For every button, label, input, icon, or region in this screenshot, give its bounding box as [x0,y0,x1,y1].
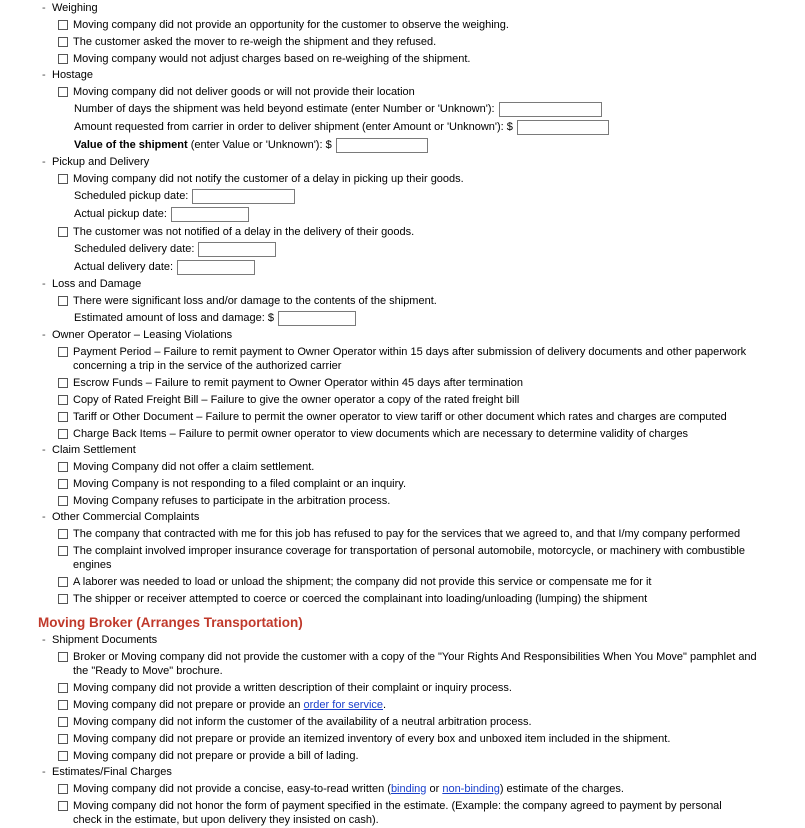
checkbox-input[interactable] [58,496,68,506]
group-loss-damage [38,276,805,327]
checkbox-label: Moving company did not honor the form of payment specified in the estimate. (Example: the company agreed to payment by personal check in the estimate, but upon delivery they insisted on cash). [73,799,722,826]
group-items-shipment-documents [38,648,805,764]
checkbox-label: Tariff or Other Document – Failure to permit the owner operator to view tariff or other document which rates and charges are computed [73,410,727,423]
checkbox-label: Moving company did not inform the customer of the availability of a neutral arbitration process. [73,715,532,728]
group-label-other-commercial: - Other Commercial Complaints [38,509,805,525]
checkbox-label: Moving company did not prepare or provide a bill of lading. [73,749,359,762]
checkbox-input[interactable] [58,462,68,472]
field-row-shipment-value [58,136,805,154]
checkbox-input[interactable] [58,801,68,811]
checkbox-row[interactable] [58,50,805,67]
checkbox-row[interactable] [58,679,805,696]
group-pickup-delivery [38,154,805,276]
non-binding-link[interactable]: non-binding [442,782,500,795]
field-label: Scheduled delivery date: [74,242,195,255]
group-label-claim-settlement: - Claim Settlement [38,442,805,458]
checkbox-row[interactable] [58,292,805,309]
group-items-claim-settlement [38,458,805,509]
checkbox-row[interactable] [58,16,805,33]
field-label: Scheduled pickup date: [74,189,189,202]
checkbox-input[interactable] [58,395,68,405]
checkbox-row[interactable] [58,343,805,374]
checkbox-row[interactable] [58,33,805,50]
checkbox-input[interactable] [58,683,68,693]
checkbox-label: Copy of Rated Freight Bill – Failure to give the owner operator a copy of the rated freight bill [73,393,520,406]
checkbox-input[interactable] [58,429,68,439]
checkbox-row[interactable] [58,475,805,492]
checkbox-input[interactable] [58,347,68,357]
label-text-pre: Moving company did not prepare or provide an [73,698,304,711]
checkbox-label [73,782,624,796]
checkbox-input[interactable] [58,378,68,388]
group-label-pickup-delivery: - Pickup and Delivery [38,154,805,170]
checkbox-label: Moving company did not deliver goods or will not provide their location [73,85,415,98]
checkbox-row[interactable] [58,170,805,187]
group-label-loss-damage: - Loss and Damage [38,276,805,292]
field-row-loss-amount [58,309,805,327]
group-items-hostage [38,83,805,154]
actual-delivery-date-input[interactable] [177,260,255,275]
checkbox-row[interactable] [58,492,805,509]
checkbox-row[interactable] [58,590,805,607]
checkbox-input[interactable] [58,296,68,306]
section-heading-moving-broker: Moving Broker (Arranges Transportation) [38,615,303,630]
field-label: Actual delivery date: [74,260,174,273]
group-label-weighing: - Weighing [38,0,805,16]
checkbox-input[interactable] [58,37,68,47]
checkbox-label: Moving Company refuses to participate in the arbitration process. [73,494,391,507]
checkbox-label: There were significant loss and/or damage to the contents of the shipment. [73,294,437,307]
field-label: Actual pickup date: [74,207,167,220]
checkbox-row[interactable] [58,408,805,425]
days-held-input[interactable] [499,102,602,117]
field-label-bold: Value of the shipment [74,138,188,151]
group-label-shipment-documents: - Shipment Documents [38,632,805,648]
checkbox-input[interactable] [58,594,68,604]
checkbox-label: Broker or Moving company did not provide the customer with a copy of the "Your Rights And Responsibilities When You Move" pamphlet and the "Ready to Move" brochure. [73,650,757,677]
group-label-hostage: - Hostage [38,67,805,83]
checkbox-input[interactable] [58,479,68,489]
checkbox-label: A laborer was needed to load or unload the shipment; the company did not provide this service or compensate me for it [73,575,652,588]
checkbox-row[interactable] [58,747,805,764]
label-text-mid: or [426,782,443,795]
label-text-post: . [383,698,387,711]
field-row-actual-delivery [58,258,805,276]
group-items-pickup-delivery [38,170,805,276]
checkbox-input[interactable] [58,652,68,662]
checkbox-label: Escrow Funds – Failure to remit payment to Owner Operator within 45 days after termination [73,376,523,389]
group-estimates-final-charges [38,764,805,828]
group-shipment-documents [38,632,805,764]
shipment-value-input[interactable] [336,138,428,153]
loss-amount-input[interactable] [278,311,356,326]
group-items-other-commercial [38,525,805,607]
checkbox-row[interactable] [58,391,805,408]
checkbox-row[interactable] [58,374,805,391]
group-weighing [38,0,805,67]
checkbox-input[interactable] [58,54,68,64]
group-hostage [38,67,805,154]
group-other-commercial [38,509,805,607]
checkbox-input[interactable] [58,20,68,30]
label-text-pre: Moving company did not provide a concise, easy-to-read written ( [73,782,391,795]
amount-requested-input[interactable] [517,120,609,135]
group-items-loss-damage [38,292,805,327]
group-items-owner-operator [38,343,805,442]
field-label: Amount requested from carrier in order to deliver shipment (enter Amount or 'Unknown'): $ [74,120,513,133]
checkbox-input[interactable] [58,700,68,710]
scheduled-delivery-date-input[interactable] [198,242,276,257]
checkbox-input[interactable] [58,751,68,761]
checkbox-label: Moving Company did not offer a claim settlement. [73,460,315,473]
checkbox-label: Moving company did not notify the customer of a delay in picking up their goods. [73,172,464,185]
scheduled-pickup-date-input[interactable] [192,189,295,204]
checkbox-label: The customer asked the mover to re-weigh the shipment and they refused. [73,35,437,48]
checkbox-row[interactable] [58,573,805,590]
group-items-weighing [38,16,805,67]
field-label: Estimated amount of loss and damage: $ [74,311,274,324]
checkbox-label: Moving company would not adjust charges based on re-weighing of the shipment. [73,52,471,65]
checkbox-input[interactable] [58,784,68,794]
checkbox-label: The shipper or receiver attempted to coerce or coerced the complainant into loading/unloading (lumping) the shipment [73,592,648,605]
group-claim-settlement [38,442,805,509]
actual-pickup-date-input[interactable] [171,207,249,222]
checkbox-input[interactable] [58,227,68,237]
binding-link[interactable]: binding [390,782,427,795]
checkbox-row[interactable] [58,648,805,679]
checkbox-input[interactable] [58,717,68,727]
field-label-suffix: (enter Value or 'Unknown'): $ [187,138,332,151]
checkbox-label: The complaint involved improper insurance coverage for transportation of personal automobile, motorcycle, or machinery with combustible engines [73,544,745,571]
field-label: Number of days the shipment was held beyond estimate (enter Number or 'Unknown'): [74,102,495,115]
section-moving-broker [38,615,805,828]
checkbox-label: Payment Period – Failure to remit payment to Owner Operator within 15 days after submission of delivery documents and other paperwork concerning a trip in the service of the authorized carrier [73,345,747,372]
checkbox-row[interactable] [58,730,805,747]
checkbox-label: Charge Back Items – Failure to permit owner operator to view documents which are necessary to determine validity of charges [73,427,689,440]
checkbox-row-order-for-service[interactable] [58,696,805,713]
checkbox-row[interactable] [58,797,805,828]
label-text-post: ) estimate of the charges. [499,782,624,795]
group-items-estimates-final-charges [38,780,805,828]
checkbox-row[interactable] [58,223,805,240]
checkbox-input[interactable] [58,577,68,587]
checkbox-label: Moving company did not provide an opportunity for the customer to observe the weighing. [73,18,509,31]
checkbox-row-estimate-links[interactable] [58,780,805,797]
checkbox-row[interactable] [58,458,805,475]
field-row-scheduled-pickup [58,187,805,205]
group-owner-operator [38,327,805,442]
checkbox-input[interactable] [58,529,68,539]
checkbox-row[interactable] [58,425,805,442]
checkbox-row[interactable] [58,525,805,542]
checkbox-label: The company that contracted with me for this job has refused to pay for the services that we agreed to, and that I/my company performed [73,527,741,540]
checkbox-row[interactable] [58,542,805,573]
checkbox-label: Moving Company is not responding to a filed complaint or an inquiry. [73,477,407,490]
checkbox-row[interactable] [58,713,805,730]
checkbox-input[interactable] [58,546,68,556]
checkbox-input[interactable] [58,412,68,422]
field-label [74,138,332,153]
checkbox-label: Moving company did not provide a written description of their complaint or inquiry process. [73,681,512,694]
checkbox-input[interactable] [58,734,68,744]
checkbox-row[interactable] [58,83,805,100]
field-row-scheduled-delivery [58,240,805,258]
checkbox-label [73,698,386,712]
group-label-owner-operator: - Owner Operator – Leasing Violations [38,327,805,343]
checkbox-input[interactable] [58,87,68,97]
group-label-estimates-final-charges: - Estimates/Final Charges [38,764,805,780]
checkbox-label: Moving company did not prepare or provide an itemized inventory of every box and unboxed item included in the shipment. [73,732,671,745]
field-row-days-held [58,100,805,118]
field-row-amount-requested [58,118,805,136]
field-row-actual-pickup [58,205,805,223]
order-for-service-link[interactable]: order for service [303,698,384,711]
checkbox-input[interactable] [58,174,68,184]
section-commercial [38,0,805,607]
checkbox-label: The customer was not notified of a delay in the delivery of their goods. [73,225,415,238]
